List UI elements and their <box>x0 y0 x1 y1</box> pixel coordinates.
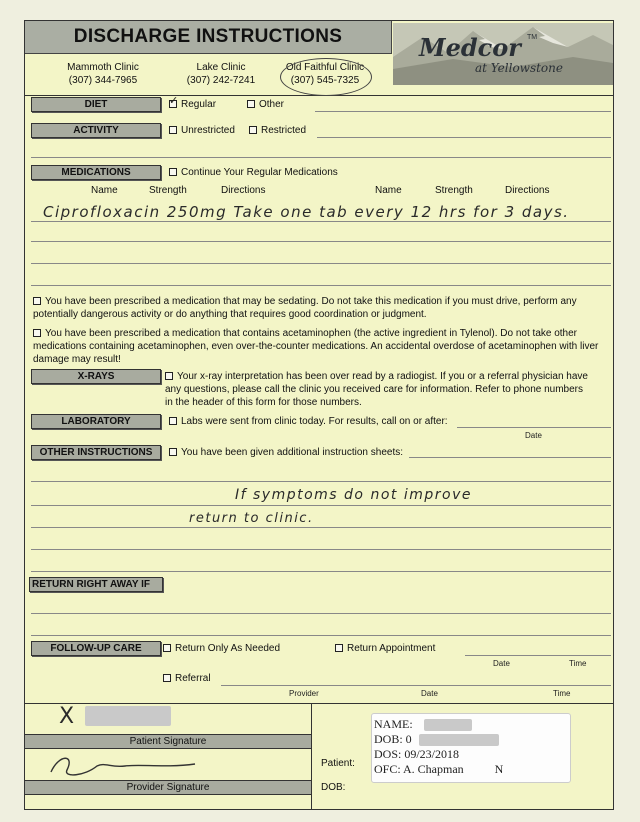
activity-line-2 <box>31 157 611 158</box>
return-line-2 <box>31 635 611 636</box>
appointment-line[interactable] <box>465 655 611 656</box>
referral-date-label: Date <box>421 689 438 698</box>
clinic-lake: Lake Clinic (307) 242-7241 <box>186 62 256 86</box>
return-as-needed-option[interactable]: Return Only As Needed <box>163 643 280 654</box>
referral-line[interactable] <box>221 685 611 686</box>
patient-name-row: NAME: <box>374 717 472 732</box>
med-line-2 <box>31 241 611 242</box>
provider-signature-scribble <box>45 752 205 780</box>
patient-signature-mark: X <box>59 704 76 729</box>
laboratory-checkbox[interactable] <box>169 417 177 425</box>
referral-provider-label: Provider <box>289 689 319 698</box>
redacted-dob <box>419 734 499 746</box>
clinic-mammoth: Mammoth Clinic (307) 344-7965 <box>67 62 139 86</box>
referral-time-label: Time <box>553 689 571 698</box>
form-title: DISCHARGE INSTRUCTIONS <box>25 21 392 54</box>
referral-option[interactable]: Referral <box>163 673 211 684</box>
medications-label: MEDICATIONS <box>31 165 161 180</box>
form-header <box>25 21 613 96</box>
other-line-4 <box>31 549 611 550</box>
diet-other-line <box>315 111 611 112</box>
signature-divider <box>311 704 312 810</box>
dob-field-label: DOB: <box>321 782 346 793</box>
med-col-strength-1: Strength <box>149 185 187 196</box>
appointment-date-label: Date <box>493 659 510 668</box>
other-handwritten-line-1: If symptoms do not improve <box>235 487 472 503</box>
acetaminophen-warning: You have been prescribed a medication that contains acetaminophen (the active ingredient in Tylenol). Do not take other medications containing acetaminophen, even over-the-counter medications. An accidental overdose of acetaminophen with liver damage may result! <box>33 328 599 365</box>
return-appointment-option[interactable]: Return Appointment <box>335 643 435 654</box>
continue-medications-checkbox[interactable] <box>169 168 177 176</box>
patient-signature-label: Patient Signature <box>25 734 311 749</box>
medication-handwritten-entry: Ciprofloxacin 250mg Take one tab every 12 hrs for 3 days. <box>43 203 570 221</box>
other-handwritten-line-2: return to clinic. <box>189 511 314 526</box>
follow-up-label: FOLLOW-UP CARE <box>31 641 161 656</box>
xrays-text: Your x-ray interpretation has been over read by a radiogist. If you or a referral physician have any questions, please call the clinic you received care for information. Refer to phone numbers in the header of this form for those numbers. <box>165 371 588 408</box>
medcor-logo: Medcor TM at Yellowstone <box>393 23 613 85</box>
other-line-3 <box>31 527 611 528</box>
redacted-name <box>424 719 472 731</box>
other-line-1 <box>31 481 611 482</box>
med-line-1 <box>31 221 611 222</box>
diet-label: DIET <box>31 97 161 112</box>
return-appointment-checkbox[interactable] <box>335 644 343 652</box>
other-instructions-line <box>409 457 611 458</box>
patient-ofc-row: OFC: A. Chapman N <box>374 762 504 776</box>
activity-unrestricted-option[interactable]: Unrestricted <box>169 125 235 136</box>
provider-signature-label: Provider Signature <box>25 780 311 795</box>
activity-restricted-option[interactable]: Restricted <box>249 125 306 136</box>
other-instructions-label: OTHER INSTRUCTIONS <box>31 445 161 460</box>
diet-regular-checkbox[interactable]: ✓ <box>169 95 179 108</box>
activity-line <box>317 137 611 138</box>
sedating-warning: You have been prescribed a medication that may be sedating. Do not take this medication if you must drive, perform any potentially dangerous activity or do anything that requires good coordination or judgment. <box>33 296 577 320</box>
acetaminophen-checkbox[interactable] <box>33 329 41 337</box>
other-instructions-checkbox[interactable] <box>169 448 177 456</box>
diet-regular-option[interactable]: ✓ Regular <box>169 95 217 110</box>
diet-other-checkbox[interactable] <box>247 100 255 108</box>
xrays-checkbox[interactable] <box>165 372 173 380</box>
med-col-strength-2: Strength <box>435 185 473 196</box>
other-line-2 <box>31 505 611 506</box>
redacted-signature <box>85 706 171 726</box>
med-col-directions-1: Directions <box>221 185 266 196</box>
laboratory-text: Labs were sent from clinic today. For results, call on or after: <box>169 416 448 427</box>
return-as-needed-checkbox[interactable] <box>163 644 171 652</box>
activity-restricted-checkbox[interactable] <box>249 126 257 134</box>
appointment-time-label: Time <box>569 659 587 668</box>
discharge-form <box>24 20 614 810</box>
continue-medications-option[interactable]: Continue Your Regular Medications <box>169 167 338 178</box>
laboratory-label: LABORATORY <box>31 414 161 429</box>
referral-checkbox[interactable] <box>163 674 171 682</box>
activity-unrestricted-checkbox[interactable] <box>169 126 177 134</box>
patient-label-card <box>371 713 571 783</box>
med-line-4 <box>31 285 611 286</box>
diet-other-option[interactable]: Other <box>247 99 284 110</box>
med-col-name-2: Name <box>375 185 402 196</box>
med-line-3 <box>31 263 611 264</box>
return-right-away-label: RETURN RIGHT AWAY IF <box>29 577 163 592</box>
other-line-5 <box>31 571 611 572</box>
clinic-old-faithful: Old Faithful Clinic (307) 545-7325 <box>285 62 365 86</box>
return-line-1 <box>31 613 611 614</box>
sedating-checkbox[interactable] <box>33 297 41 305</box>
laboratory-date-label: Date <box>525 431 542 440</box>
other-instructions-text: You have been given additional instruction sheets: <box>169 447 403 458</box>
circled-phone-mark <box>280 58 372 96</box>
patient-dos-row: DOS: 09/23/2018 <box>374 747 460 761</box>
patient-dob-row: DOB: 0 <box>374 732 499 747</box>
med-col-name-1: Name <box>91 185 118 196</box>
xrays-label: X-RAYS <box>31 369 161 384</box>
patient-field-label: Patient: <box>321 758 355 769</box>
laboratory-date-line[interactable] <box>457 427 611 428</box>
med-col-directions-2: Directions <box>505 185 550 196</box>
activity-label: ACTIVITY <box>31 123 161 138</box>
